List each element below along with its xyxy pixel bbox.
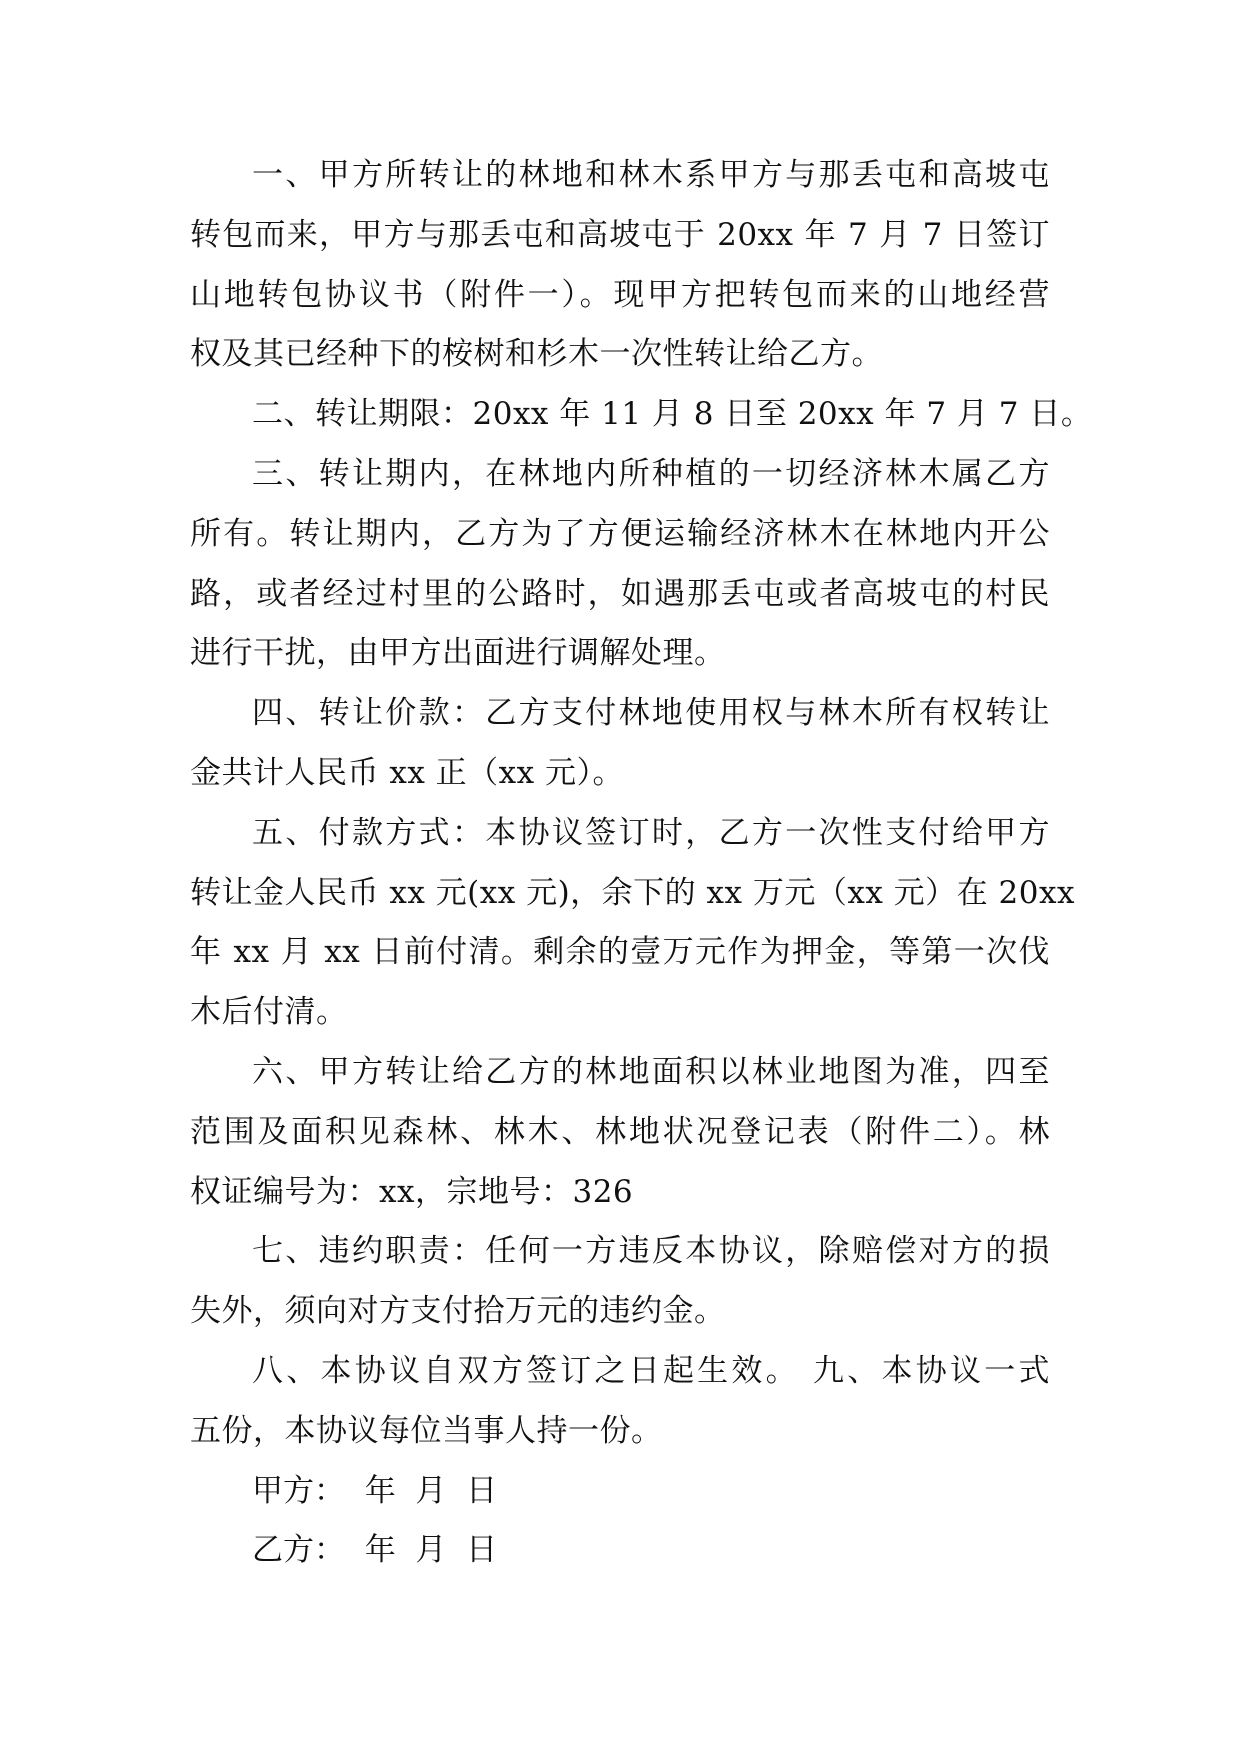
agreement-body bbox=[190, 156, 1093, 1591]
clause-4-line-1: 四、转让价款：乙方支付林地使用权与林木所有权转让 bbox=[252, 695, 1050, 732]
clause-5-line-3: 年 xx 月 xx 日前付清。剩余的壹万元作为押金，等第一次伐 bbox=[190, 934, 1050, 971]
clause-3-line-4: 进行干扰，由甲方出面进行调解处理。 bbox=[190, 635, 726, 672]
clause-1-line-4: 权及其已经种下的桉树和杉木一次性转让给乙方。 bbox=[190, 336, 883, 373]
clause-5-line-1: 五、付款方式：本协议签订时，乙方一次性支付给甲方 bbox=[252, 814, 1050, 851]
signature-party-a: 甲方： 年 月 日 bbox=[252, 1472, 498, 1509]
clause-6-line-2: 范围及面积见森林、林木、林地状况登记表（附件二）。林 bbox=[190, 1113, 1050, 1150]
clause-7-line-2: 失外，须向对方支付拾万元的违约金。 bbox=[190, 1293, 726, 1330]
clause-4-line-2: 金共计人民币 xx 正（xx 元）。 bbox=[190, 754, 624, 791]
clause-2-line-1: 二、转让期限：20xx 年 11 月 8 日至 20xx 年 7 月 7 日。 bbox=[252, 396, 1093, 433]
clause-1-line-1: 一、甲方所转让的林地和林木系甲方与那丢屯和高坡屯 bbox=[252, 157, 1050, 193]
clause-3-line-2: 所有。转让期内，乙方为了方便运输经济林木在林地内开公 bbox=[190, 515, 1050, 552]
clause-8-line-1: 八、本协议自双方签订之日起生效。 九、本协议一式 bbox=[252, 1352, 1050, 1389]
clause-5-line-4: 木后付清。 bbox=[190, 994, 348, 1031]
clause-3-line-1: 三、转让期内，在林地内所种植的一切经济林木属乙方 bbox=[252, 455, 1050, 492]
clause-8-line-2: 五份，本协议每位当事人持一份。 bbox=[190, 1412, 663, 1449]
clause-6-line-3: 权证编号为：xx，宗地号：326 bbox=[190, 1173, 634, 1210]
clause-7-line-1: 七、违约职责：任何一方违反本协议，除赔偿对方的损 bbox=[252, 1233, 1050, 1270]
clause-5-line-2: 转让金人民币 xx 元(xx 元)，余下的 xx 万元（xx 元）在 20xx bbox=[190, 874, 1075, 911]
clause-1-line-3: 山地转包协议书（附件一）。现甲方把转包而来的山地经营 bbox=[190, 276, 1050, 313]
clause-6-line-1: 六、甲方转让给乙方的林地面积以林业地图为准，四至 bbox=[252, 1053, 1050, 1090]
clause-1-line-2: 转包而来，甲方与那丢屯和高坡屯于 20xx 年 7 月 7 日签订 bbox=[190, 216, 1050, 253]
clause-3-line-3: 路，或者经过村里的公路时，如遇那丢屯或者高坡屯的村民 bbox=[190, 575, 1050, 612]
signature-party-b: 乙方： 年 月 日 bbox=[252, 1532, 498, 1569]
